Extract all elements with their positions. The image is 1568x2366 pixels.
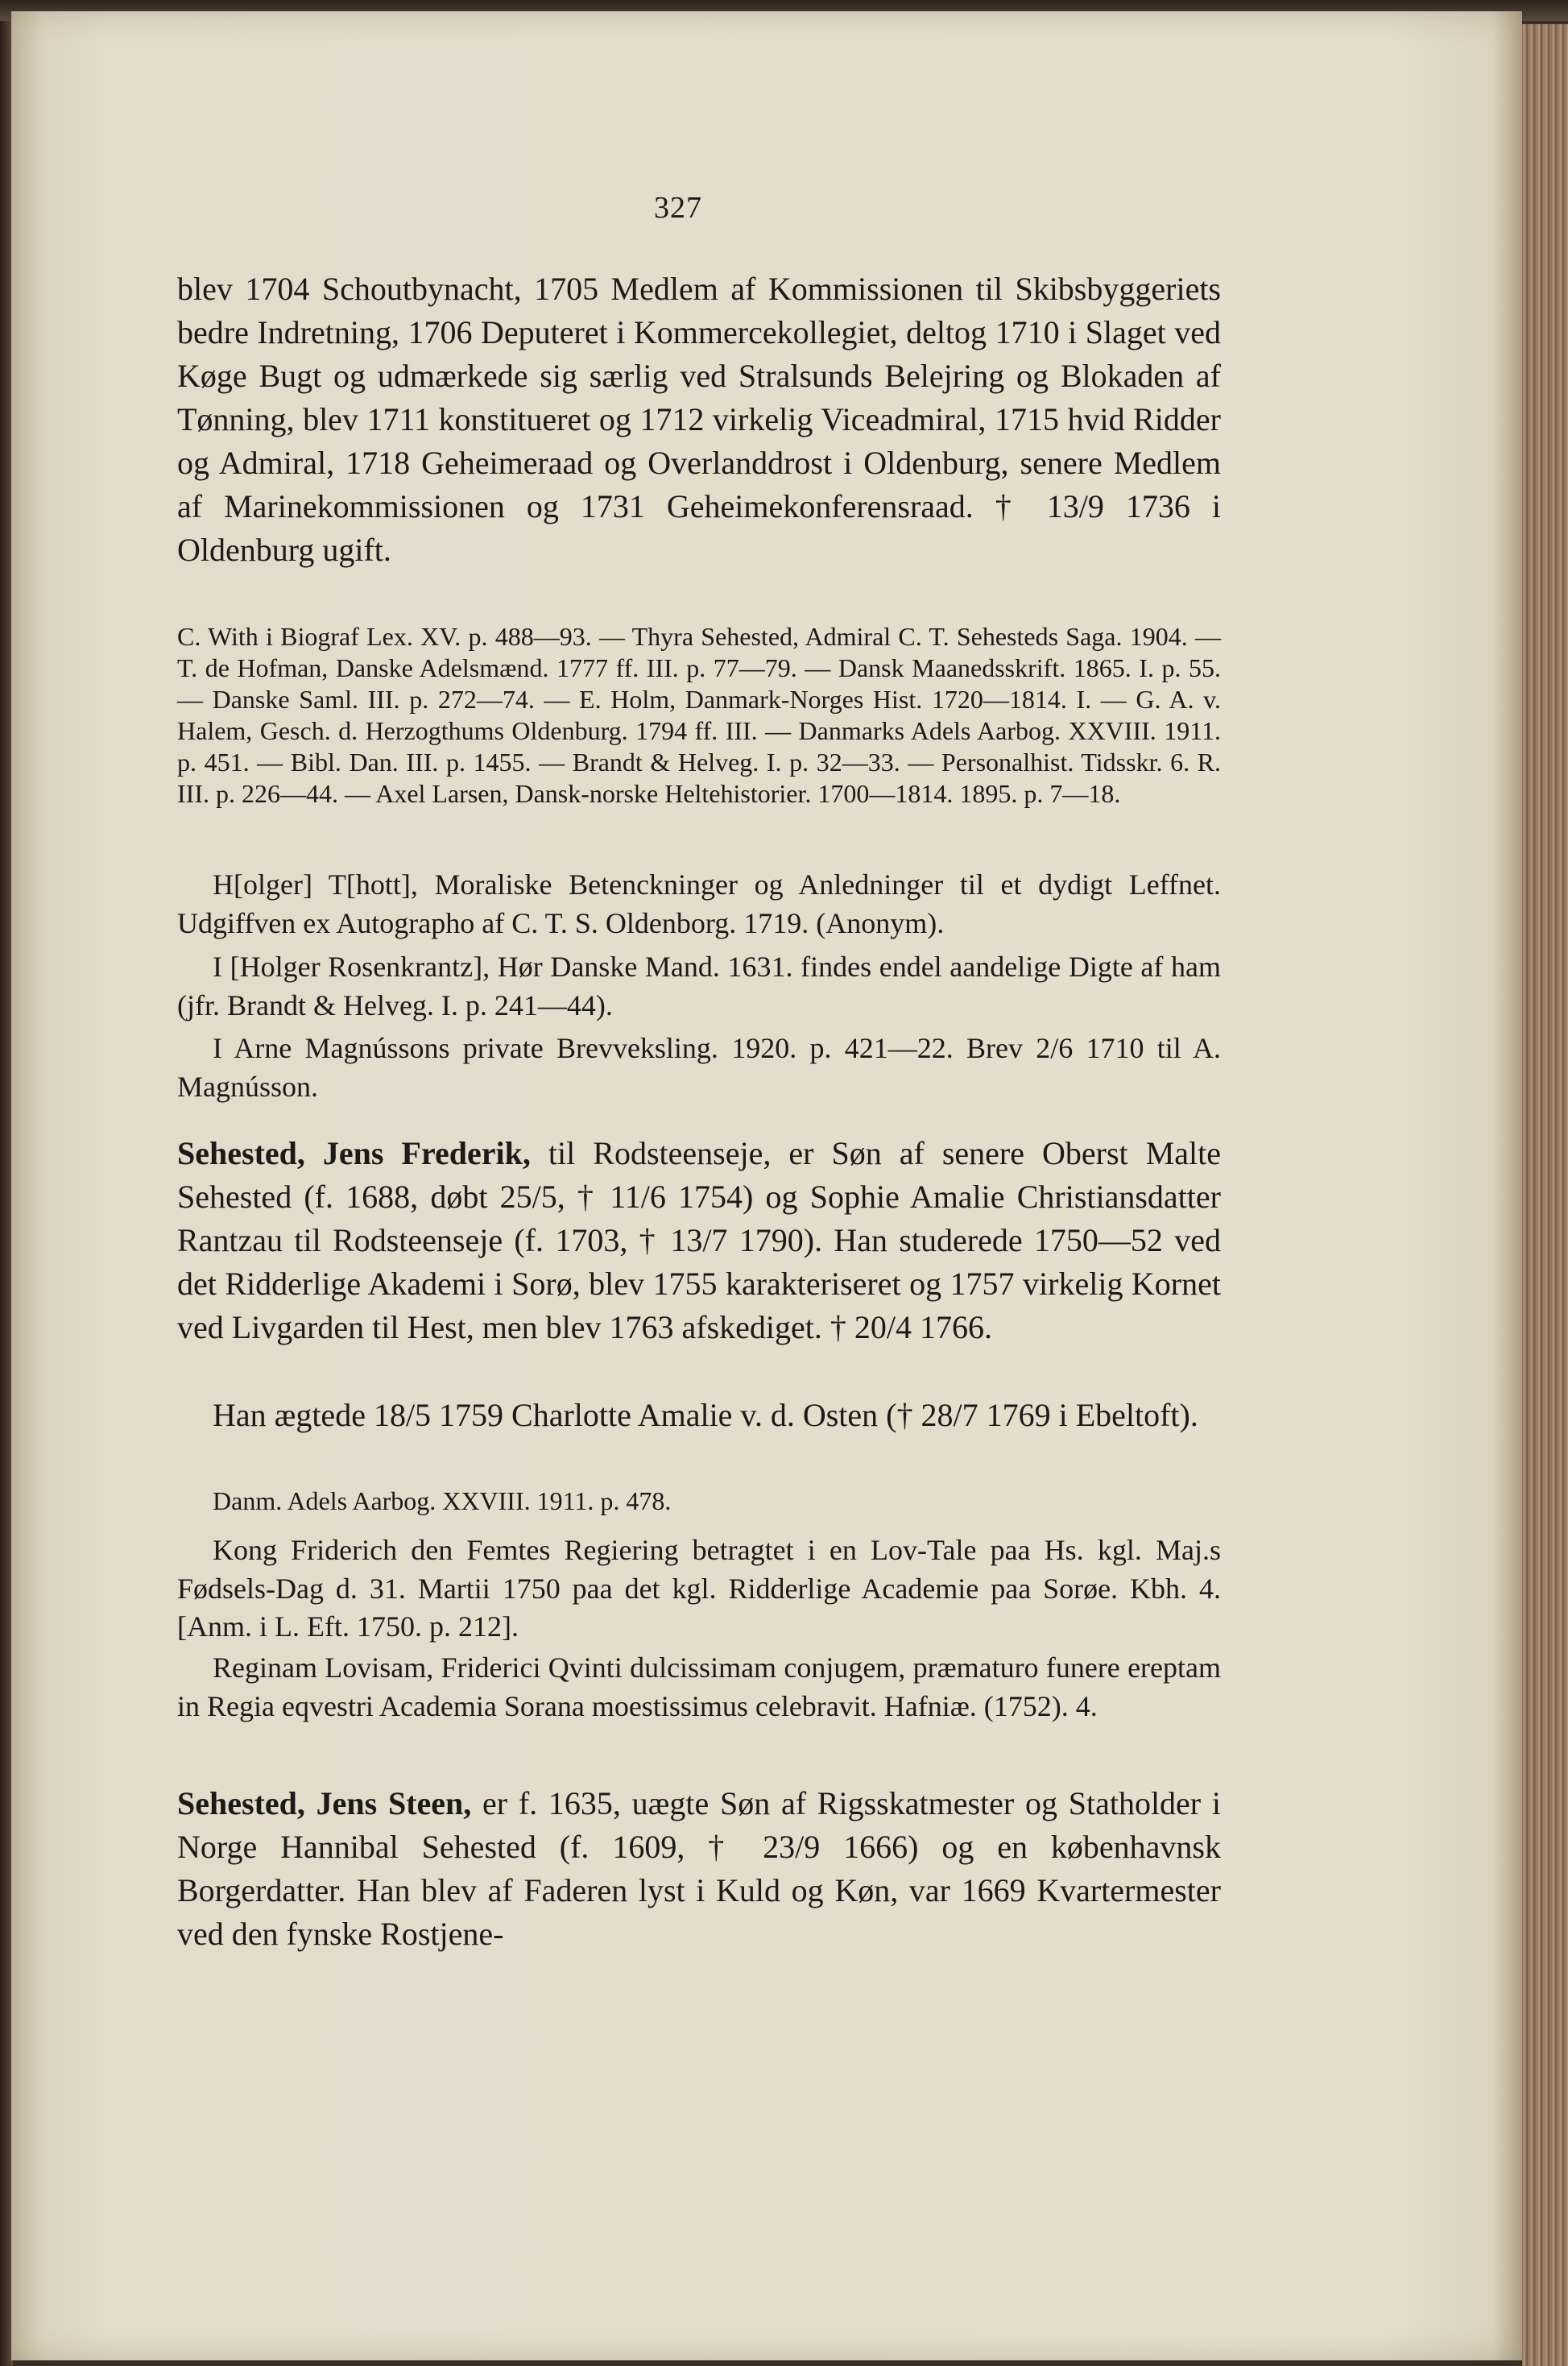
page-number: 327 [654,191,702,225]
entry-marriage: Han ægtede 18/5 1759 Charlotte Amalie v. d. Osten († 28/7 1769 i Ebeltoft). [213,1397,1198,1433]
page-stack-edge [1522,24,1568,2366]
book-page [11,11,1522,2360]
entry-continuation-body: blev 1704 Schoutbynacht, 1705 Medlem af Kommissionen til Skibsbyggeriets bedre Indretning, 1706 Deputeret i Kommercekollegiet, deltog 1710 i Slaget ved Køge Bugt og udmærkede sig særlig ved Stralsunds Belejring og Blokaden af Tønning, blev 1711 konstitueret og 1712 virkelig Viceadmiral, 1715 hvid Ridder og Admiral, 1718 Geheimeraad og Overlanddrost i Oldenburg, senere Medlem af Marinekommissionen og 1731 Geheimekonferensraad. † 13/9 1736 i Oldenburg ugift. [177,271,1221,568]
work-item: I Arne Magnússons private Brevveksling. 1920. p. 421—22. Brev 2/6 1710 til A. Magnússon. [177,1032,1221,1103]
work-item: Kong Friderich den Femtes Regiering betragtet i en Lov-Tale paa Hs. kgl. Maj.s Fødsels-Dag d. 31. Martii 1750 paa det kgl. Ridderlige Academie paa Sorøe. Kbh. 4. [Anm. i L. Eft. 1750. p. 212]. [177,1534,1221,1643]
entry-jens-steen [177,1782,1221,1956]
entry-jens-frederik [177,1132,1221,1349]
entry-name: Sehested, Jens Frederik, [177,1135,531,1171]
work-item: Reginam Lovisam, Friderici Qvinti dulcissimam conjugem, præmaturo funere ereptam in Regia eqvestri Academia Sorana moestissimus celebravit. Hafniæ. (1752). 4. [177,1651,1221,1722]
entry-continuation-sources: C. With i Biograf Lex. XV. p. 488—93. — Thyra Sehested, Admiral C. T. Sehesteds Saga. 1904. — T. de Hofman, Danske Adelsmænd. 1777 ff. III. p. 77—79. — Dansk Maanedsskrift. 1865. I. p. 55. — Danske Saml. III. p. 272—74. — E. Holm, Danmark-Norges Hist. 1720—1814. I. — G. A. v. Halem, Gesch. d. Herzogthums Oldenburg. 1794 ff. III. — Danmarks Adels Aarbog. XXVIII. 1911. p. 451. — Bibl. Dan. III. p. 1455. — Brandt & Helveg. I. p. 32—33. — Personalhist. Tidsskr. 6. R. III. p. 226—44. — Axel Larsen, Dansk-norske Heltehistorier. 1700—1814. 1895. p. 7—18. [177,622,1221,808]
work-item: H[olger] T[hott], Moraliske Betenckninger og Anledninger til et dydigt Leffnet. Udgiffven ex Autographo af C. T. S. Oldenborg. 1719. (Anonym). [177,868,1221,939]
work-item: I [Holger Rosenkrantz], Hør Danske Mand. 1631. findes endel aandelige Digte af ham (jfr. Brandt & Helveg. I. p. 241—44). [177,951,1221,1021]
entry-sources: Danm. Adels Aarbog. XXVIII. 1911. p. 478. [213,1486,672,1515]
entry-name: Sehested, Jens Steen, [177,1785,472,1821]
entry-body: er f. 1635, uægte Søn af Rigsskatmester og Statholder i Norge Hannibal Sehested (f. 1609, † 23/9 1666) og en københavnsk Borgerdatter. Han blev af Faderen lyst i Kuld og Køn, var 1669 Kvartermester ved den fynske Rostjene- [177,1785,1221,1952]
entry-body: til Rodsteenseje, er Søn af senere Oberst Malte Sehested (f. 1688, døbt 25/5, † 11/6 1754) og Sophie Amalie Christiansdatter Rantzau til Rodsteenseje (f. 1703, † 13/7 1790). Han studerede 1750—52 ved det Ridderlige Akademi i Sorø, blev 1755 karakteriseret og 1757 virkelig Kornet ved Livgarden til Hest, men blev 1763 afskediget. † 20/4 1766. [177,1135,1221,1345]
